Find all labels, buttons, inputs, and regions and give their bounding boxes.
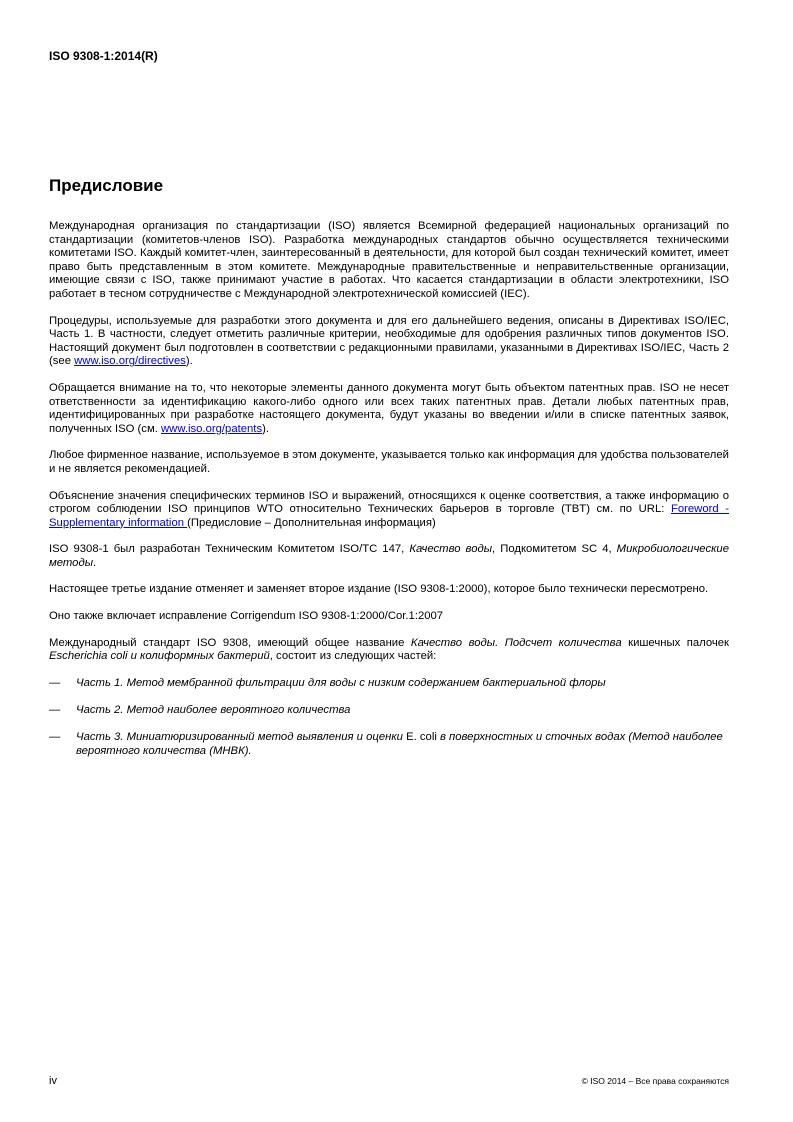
dash-bullet: — — [49, 676, 61, 689]
paragraph-text: ). — [262, 422, 269, 435]
italic-text: Качество воды — [409, 543, 493, 556]
paragraph-edition: Настоящее третье издание отменяет и заменяет второе издание (ISO 9308-1:2000), которое было технически пересмотрено. — [49, 583, 709, 596]
document-id: ISO 9308-1:2014(R) — [49, 49, 158, 63]
dash-bullet: — — [49, 731, 61, 744]
list-item-text: Часть 1. Метод мембранной фильтрации для воды с низким содержанием бактериальной флоры — [76, 676, 606, 689]
paragraph-parts — [49, 637, 729, 664]
paragraph-text: , состоит из следующих частей: — [269, 650, 437, 663]
paragraph-patents — [49, 382, 729, 436]
paragraph-corrigendum: Оно также включает исправление Corrigendum ISO 9308-1:2000/Cor.1:2007 — [49, 610, 444, 623]
paragraph-committee — [49, 543, 729, 570]
paragraph-text: (Предисловие – Дополнительная информация) — [187, 516, 436, 529]
parts-list — [49, 677, 729, 758]
paragraph-text: ). — [185, 355, 193, 368]
paragraph-procedures — [49, 315, 729, 369]
paragraph-text: . — [93, 556, 97, 569]
directives-link[interactable]: www.iso.org/directives — [74, 355, 186, 368]
paragraph-text: , Подкомитетом SC 4, — [492, 543, 617, 556]
dash-bullet: — — [49, 703, 61, 716]
paragraph-text: Объяснение значения специфических терминов ISO и выражений, относящихся к оценке соответствия, а также информацию о строгом соблюдении ISO принципов WTO относительно Технических барьеров в торговле (TBT) см. по URL: — [49, 489, 729, 516]
patents-link[interactable]: www.iso.org/patents — [161, 422, 263, 435]
list-item-text: в поверхностных и сточных водах (Метод наиболее вероятного количества (МНВК). — [76, 731, 723, 757]
paragraph-trade-names: Любое фирменное название, используемое в этом документе, указывается только как информация для удобства пользователей и не является рекомендацией. — [49, 449, 729, 475]
italic-text: Микробиологические методы — [49, 543, 729, 569]
italic-text: Качество воды. Подсчет количества — [410, 636, 622, 649]
copyright-notice: © ISO 2014 – Все права сохраняются — [581, 1076, 729, 1086]
paragraph-text: Обращается внимание на то, что некоторые элементы данного документа могут быть объектом патентных прав. ISO не несет ответственности за идентификацию какого-либо одного или всех таких патентных прав. Детали любых патентных прав, идентифицированных при разработке настоящего документа, будут указаны во введении и/или в списке патентных заявок, полученных ISO (см. — [49, 381, 729, 435]
list-item-text: Часть 3. Миниатюризированный метод выявления и оценки — [76, 731, 407, 744]
foreword-supplementary-link[interactable]: Foreword - Supplementary information — [49, 503, 729, 529]
page-title: Предисловие — [49, 176, 164, 195]
list-item — [49, 704, 729, 718]
list-item — [49, 677, 729, 691]
italic-text: Escherichia coli и колиформных бактерий — [49, 650, 270, 663]
page-number: iv — [49, 1075, 57, 1087]
paragraph-text: ISO 9308-1 был разработан Техническим Комитетом ISO/TC 147, — [49, 543, 410, 556]
paragraph-text: кишечных палочек — [621, 636, 729, 649]
list-item — [49, 731, 729, 758]
foreword-body — [49, 220, 729, 772]
list-item-text: Часть 2. Метод наиболее вероятного количества — [76, 703, 351, 716]
paragraph-terms — [49, 490, 729, 531]
paragraph-text: Международный стандарт ISO 9308, имеющий общее название — [49, 636, 411, 649]
paragraph-text: Процедуры, используемые для разработки этого документа и для его дальнейшего ведения, описаны в Директивах ISO/IEC, Часть 1. В частности, следует отметить различные критерии, необходимые для одобрения различных типов документов ISO. Настоящий документ был подготовлен в соответствии с редакционными правилами, указанными в Директивах ISO/IEC, Часть 2 (see — [49, 314, 729, 368]
paragraph-iso-organization: Международная организация по стандартизации (ISO) является Всемирной федерацией национальных организаций по стандартизации (комитетов-членов ISO). Разработка международных стандартов обычно осуществляется техническими комитетами ISO. Каждый комитет-член, заинтересованный в деятельности, для которой был создан технический комитет, имеет право быть представленным в этом комитете. Международные правительственные и неправительственные организации, имеющие связи с ISO, также принимают участие в работах. Что касается стандартизации в области электротехники, ISO работает в тесном сотрудничестве с Международной электротехнической комиссией (IEC). — [49, 220, 729, 300]
list-item-text: E. coli — [406, 731, 437, 744]
